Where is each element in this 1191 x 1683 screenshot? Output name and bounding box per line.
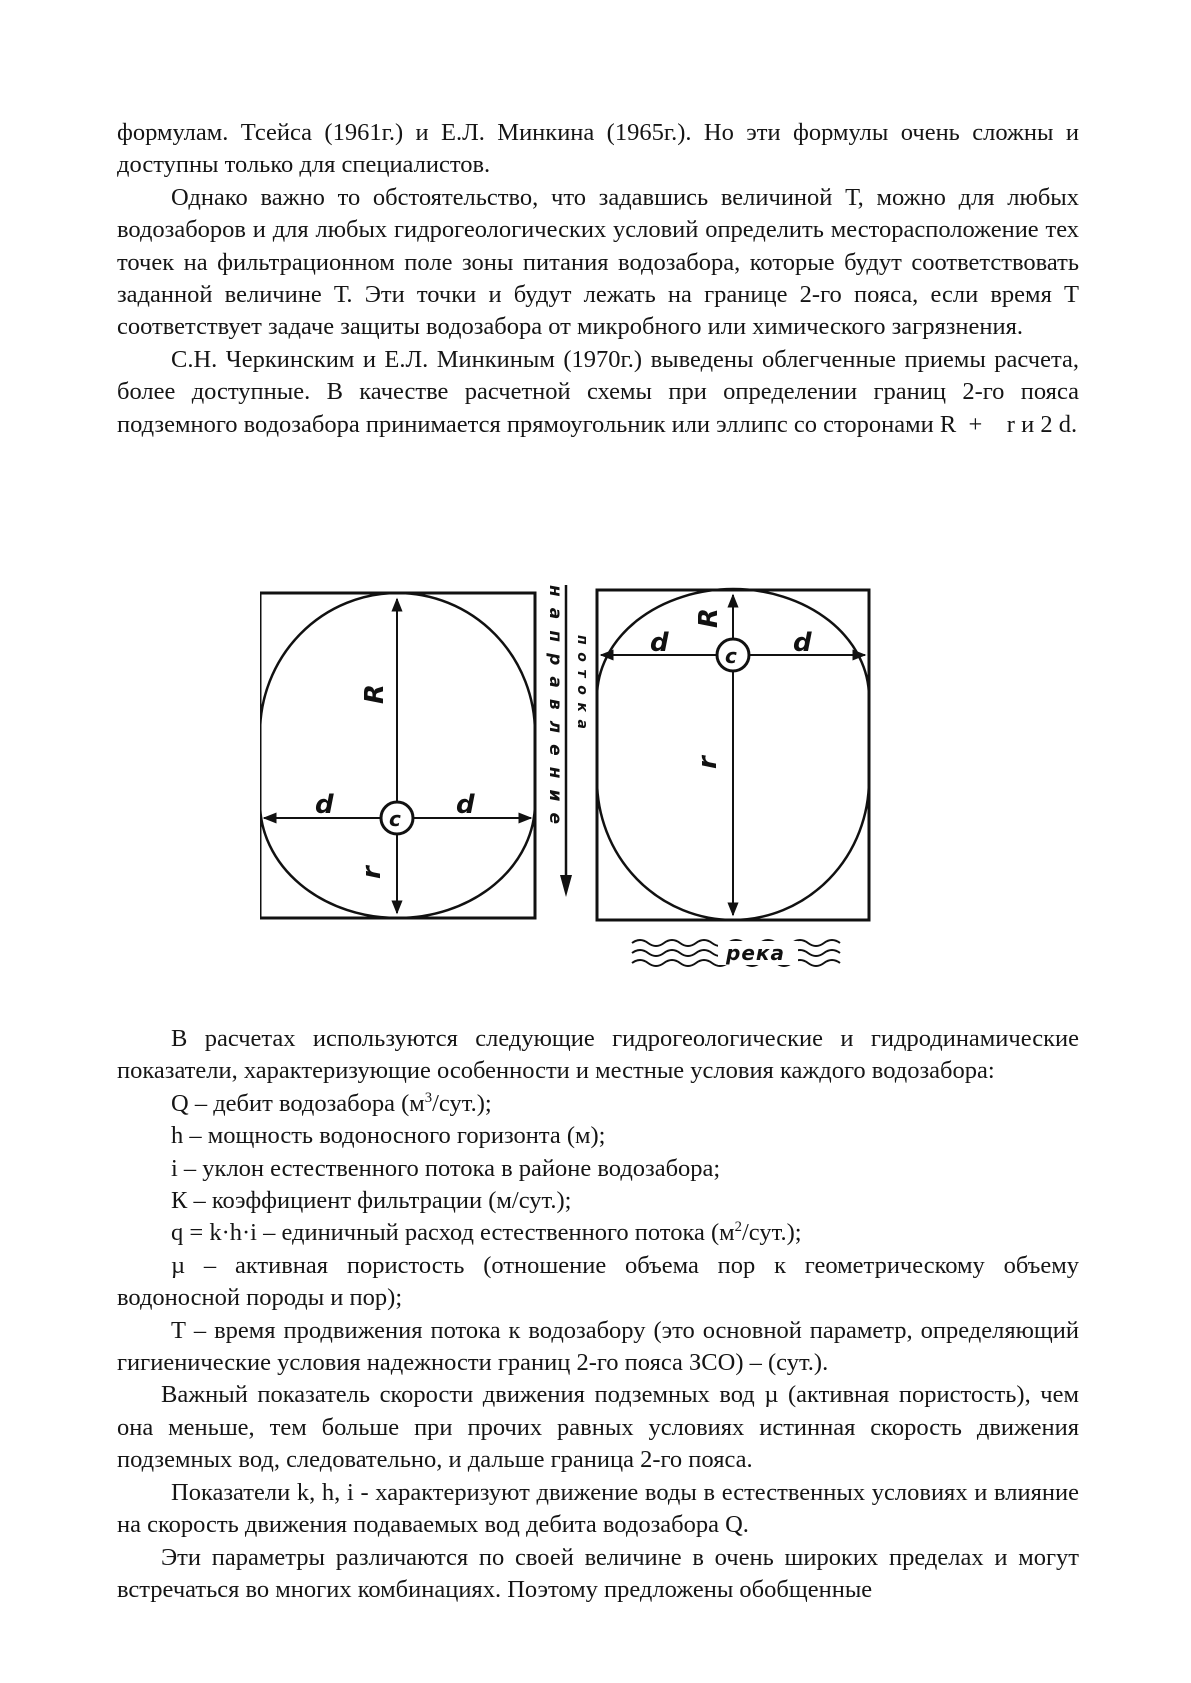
left-label-d-left: d [315, 790, 334, 820]
right-scheme [597, 589, 869, 920]
item-mu-porosity: µ – активная пористость (отношение объема пор к геометрическому объему водоносной породы и пор); [117, 1251, 1079, 1312]
left-scheme [260, 593, 535, 918]
paragraph-khi: Показатели k, h, i - характеризуют движение воды в естественных условиях и влияние на скорость движения подаваемых вод дебита водозабора Q. [117, 1478, 1079, 1539]
river-label: река [726, 941, 785, 965]
right-label-d-left: d [650, 628, 669, 658]
item-q-unit-flow [117, 1217, 1079, 1249]
flow-label-line1: направление [545, 585, 565, 825]
right-label-r-big: R [694, 607, 724, 628]
item-q-discharge [117, 1088, 1079, 1120]
right-label-d-right: d [793, 628, 812, 658]
paragraph-parameters: Эти параметры различаются по своей величине в очень широких пределах и могут встречаться во многих комбинациях. Поэтому предложены обобщенные [117, 1543, 1079, 1603]
top-text-block [117, 117, 1086, 441]
item-q-text: Q – дебит водозабора (м [171, 1089, 425, 1117]
item-q-superscript: 3 [424, 1089, 433, 1106]
item-q-unit: /сут.); [432, 1089, 492, 1117]
paragraph-speed: Важный показатель скорости движения подземных вод µ (активная пористость), чем она меньше, тем больше при прочих равных условиях истинная скорость движения подземных вод, следовательно, и дальше граница 2-го пояса. [117, 1381, 1079, 1474]
item-h-thickness: h – мощность водоносного горизонта (м); [171, 1122, 606, 1150]
zone-boundary-diagram [260, 585, 940, 1005]
item-q-flow-text: q = k·h·i – единичный расход естественного потока (м [171, 1219, 735, 1247]
bottom-text-block [117, 1023, 1079, 1606]
item-i-slope: i – уклон естественного потока в районе водозабора; [171, 1154, 721, 1182]
item-q-flow-superscript: 2 [734, 1219, 742, 1236]
paragraph-formulas: формулам. Тсейса (1961г.) и Е.Л. Минкина (1965г.). Но эти формулы очень сложны и доступны только для специалистов. [117, 119, 1079, 179]
right-label-r-small: r [693, 756, 723, 769]
item-k-filtration: К – коэффициент фильтрации (м/сут.); [171, 1187, 572, 1215]
paragraph-indicators-intro: В расчетах используются следующие гидрогеологические и гидродинамические показатели, характеризующие особенности и местные условия каждого водозабора: [117, 1025, 1079, 1085]
paragraph-cherkinsky: С.Н. Черкинским и Е.Л. Минкиным (1970г.) выведены облегченные приемы расчета, более доступные. В качестве расчетной схемы при определении границ 2-го пояса подземного водозабора принимается прямоугольник или эллипс со сторонами R + r и 2 d. [117, 345, 1086, 438]
item-q-flow-unit: /сут.); [741, 1219, 802, 1247]
left-label-r-small: r [357, 866, 387, 879]
flow-direction-indicator [545, 585, 590, 897]
flow-label-line2: потока [574, 635, 590, 730]
paragraph-value-t: Однако важно то обстоятельство, что задавшись величиной Т, можно для любых водозаборов и для любых гидрогеологических условий определить месторасположение тех точек на фильтрационном поле зоны питания водозабора, которые будут соответствовать заданной величине Т. Эти точки и будут лежать на границе 2-го пояса, если время Т соответствует задаче защиты водозабора от микробного или химического загрязнения. [117, 183, 1079, 341]
left-label-center: c [389, 807, 401, 831]
item-t-time: Т – время продвижения потока к водозабору (это основной параметр, определяющий гигиенические условия надежности границ 2-го пояса ЗСО) – (сут.). [117, 1316, 1079, 1377]
flow-arrow-head [560, 875, 572, 897]
left-label-r-big: R [360, 683, 390, 704]
right-label-center: c [725, 644, 737, 668]
left-label-d-right: d [456, 790, 475, 820]
